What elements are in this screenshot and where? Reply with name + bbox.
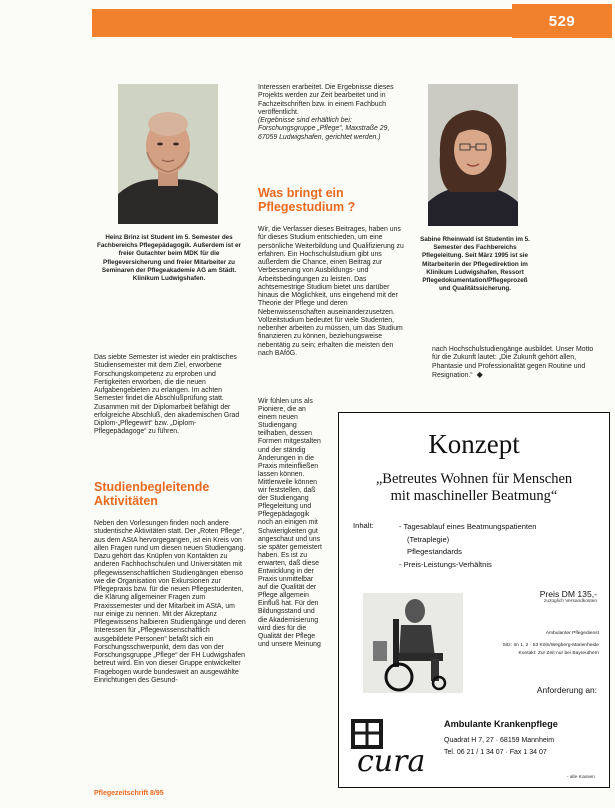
header-bar [92, 9, 512, 37]
portrait-photo-left [118, 84, 218, 224]
ad-title: Konzept [428, 429, 520, 459]
cura-logo [349, 713, 439, 777]
page-number: 529 [512, 4, 612, 38]
ad-small-line-3: Kontakt: Zur Zeit nur bei Bayreuthern [518, 651, 599, 656]
left-column-text-2: Neben den Vorlesungen finden noch andere studentische Aktivitäten statt. Der „Roten Pflege“, aus dem AStA hervorgegangen, ist ein Kreis von allen Fragen rund um diesen neuen Studiengang. Dazu gehört das Knüpfen von Kontakten zu anderen Fachhochschulen und Universitäten mit pflegewissenschaftlichen Studiengängen ebenso wie die Organisation von Exkursionen zur Pflegepraxis bzw. für die neuen Pflegestudenten, die Klärung allgemeiner Fragen zum Praxissemester und der Mitarbeit im AStA, um nur einige zu nennen. Mit der Akzeptanz Pflegewissens halbieren Studiengänge und deren Interessen für „Pflegewissenschaftlich ausgebildete Personen“ befaßt sich ein Forschungsschwerpunkt, dem das von der Forschungsgruppe „Pflege“ der FH Ludwigshafen betreut wird. Ein von dieser Gruppe entwickelter Fragebogen wurde bundesweit an ausgewählte Einrichtungen des Gesund- [94, 520, 246, 684]
subhead-studium: Was bringt ein Pflegestudium ? [258, 186, 356, 214]
end-mark-icon: ◆ [476, 369, 483, 379]
ad-price [540, 589, 597, 604]
ad-inhalt-label: Inhalt: [353, 521, 374, 530]
ad-address-line-2: Tel. 06 21 / 1 34 07 · Fax 1 34 07 [444, 748, 547, 756]
subhead-aktivitaeten: Studienbegleitende Aktivitäten [94, 480, 210, 508]
caption-left: Heinz Brinz ist Student im 5. Semester des Fachbereichs Pflegepädagogik. Außerdem ist er freier Gutachter beim MDK für die Pflegeversicherung und freier Mitarbeiter zu Seminaren der Pflegeakademie AG am Städt. Klinikum Ludwigshafen. [97, 234, 241, 283]
ad-organisation: Ambulante Krankenpflege [444, 719, 558, 729]
ad-small-line-1: Ambulanter Pflegedienst [545, 631, 599, 636]
ad-list-item: - Preis-Leistungs-Verhältnis [399, 559, 492, 569]
ad-subtitle [339, 471, 609, 505]
ad-small-line-2: Sitz: Im 1. 2 · 53 Köln/Wegberg-Marienheide [502, 643, 599, 648]
ad-list-item: - Tagesablauf eines Beatmungspatienten [399, 522, 537, 531]
portrait-photo-right [428, 84, 518, 226]
ad-footnote: - alle Kassen [566, 775, 595, 780]
ad-anforderung: Anforderung an: [536, 685, 597, 695]
middle-top-note: (Ergebnisse sind erhältlich bei: Forschungsgruppe „Pflege“, Maxstraße 29, 67059 Ludwigshafen, gerichtet werden.) [258, 117, 390, 141]
ad-address-line-1: Quadrat H 7, 27 · 68159 Mannheim [444, 737, 555, 744]
ad-price-value: Preis DM 135,- [539, 589, 597, 599]
right-column-text [432, 346, 602, 380]
ad-address [444, 735, 554, 758]
ad-subtitle-line-1: „Betreutes Wohnen für Menschen [375, 471, 573, 487]
ad-content-list [399, 521, 537, 571]
middle-top-paragraph: Interessen erarbeitet. Die Ergebnisse dieses Projekts werden zur Zeit bearbeitet und in Fachzeitschriften bzw. in einem Fachbuch veröffentlicht. [258, 84, 394, 116]
advertisement-box [338, 412, 610, 788]
ad-list-item: (Tetraplegie) [407, 534, 450, 544]
ad-price-note: zuzüglich Versandkosten [543, 599, 597, 604]
middle-column-text: Wir, die Verfasser dieses Beitrages, haben uns für dieses Studium entschieden, um eine persönliche Weiterbildung und Qualifizierung zu erfahren. Ein Hochschulstudium gibt uns außerdem die Chance, einen Beitrag zur Verbesserung von Ausbildungs- und Arbeitsbedingungen zu leisten. Das achtsemestrige Studium bietet uns darüber hinaus die Möglichkeit, uns eingehend mit der Theorie der Pflege und deren Nebenwissenschaften auseinanderzusetzen. Vollzeitstudium bedeutet für viele Studenten, nebenher arbeiten zu müssen, um das Studium finanzieren zu können, beziehungsweise nebentätig zu sein; erhalten die meisten den nach BAföG. [258, 226, 404, 357]
right-column-paragraph: nach Hochschulstudiengänge ausbildet. Unser Motto für die Zukunft lautet: „Die Zukunft gehört allen, Phantasie und Professionalität gegen Routine und Resignation.“ [432, 346, 594, 379]
middle-column-top [258, 84, 408, 142]
ad-list-item: Pflegestandards [407, 547, 462, 557]
page-footer: Pflegezeitschrift 8/95 [94, 790, 164, 797]
left-column-text-1: Das siebte Semester ist wieder ein praktisches Studiensemester mit dem Ziel, erworbene Forschungskompetenz zu erproben und Fertigkeiten erworben, die die neuen Aufgabengebieten zu erlangen. Im achten Semester findet die Abschlußprüfung statt. Zusammen mit der Diplomarbeit befähigt der erfolgreiche Abschluß, den akademischen Grad Diplom-„Pflegewirt“ bzw. „Diplom-Pflegepädagoge“ zu führen. [94, 354, 240, 436]
ad-subtitle-line-2: mit maschineller Beatmung“ [390, 488, 558, 504]
wheelchair-illustration [353, 583, 473, 703]
cura-logo-text: cura [357, 744, 426, 777]
caption-right: Sabine Rheinwald ist Studentin im 5. Semester des Fachbereichs Pflegeleitung. Seit März 1995 ist sie Mitarbeiterin der Pflegedirektion im Klinikum Ludwigshafen, Ressort Pflegedokumentation/Pflegeprozeß und Qualitätssicherung. [420, 236, 530, 293]
middle-narrow-column: Wir fühlen uns als Pioniere, die an einem neuen Studiengang teilhaben, dessen Formen mitgestalten und der ständig Änderungen in die Praxis miteinfließen lassen können. Mittlerweile können wir feststellen, daß der Studiengang Pflegeleitung und Pflegepädagogik noch an einigen mit Schwierigkeiten gut angeschaut und uns sie später gemeistert haben. Es ist zu erwarten, daß diese Entwicklung in der Praxis unmittelbar auf die Qualität der Pflege allgemein Einfluß hat. Für den Bildungsstand und die Akademisierung wird dies für die Qualität der Pflege und unsere Meinung [258, 398, 322, 648]
